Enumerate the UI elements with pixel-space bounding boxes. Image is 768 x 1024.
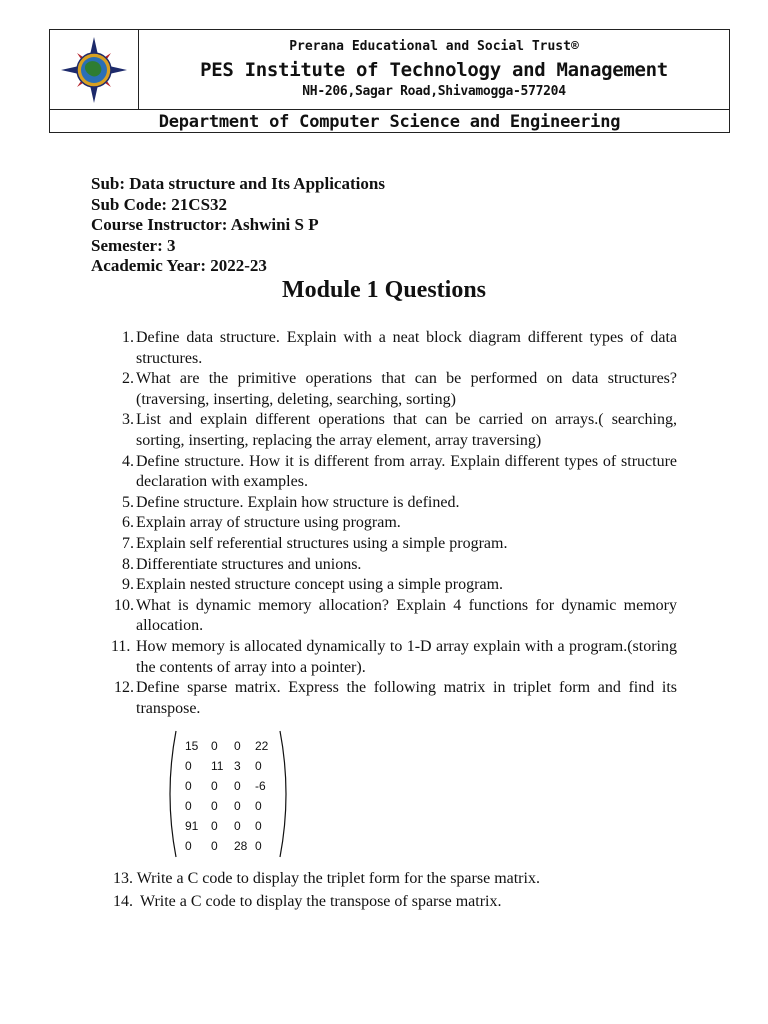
question-number: 4. (122, 452, 134, 470)
subject-line: Sub: Data structure and Its Applications (91, 174, 385, 193)
matrix-cell: -6 (255, 779, 266, 793)
academic-year-line: Academic Year: 2022-23 (91, 256, 267, 275)
department-name: Department of Computer Science and Engineering (50, 109, 729, 134)
question-text: Define structure. Explain how structure is defined. (136, 493, 460, 511)
question-item (122, 369, 677, 410)
question-text: Explain nested structure concept using a simple program. (136, 576, 504, 594)
subject-code-line: Sub Code: 21CS32 (91, 194, 228, 214)
question-text: Define data structure. Explain with a neat block diagram different types of data structures. (136, 329, 677, 367)
matrix-cell: 0 (185, 799, 192, 813)
question-item (122, 575, 677, 596)
question-item (122, 410, 677, 451)
question-text: Define structure. How it is different from array. Explain different types of structure declaration with examples. (136, 452, 677, 491)
institute-logo-icon (59, 36, 129, 104)
sparse-matrix (166, 729, 290, 859)
semester-line: Semester: 3 (91, 235, 176, 255)
matrix-cell: 0 (211, 819, 218, 833)
question-number: 3. (122, 411, 134, 429)
question-text: Write a C code to display the transpose of sparse matrix. (140, 893, 502, 910)
question-number: 2. (122, 370, 134, 388)
question-item (122, 493, 677, 514)
matrix-cell: 0 (234, 799, 241, 813)
instructor-line: Course Instructor: Ashwini S P (91, 215, 319, 234)
matrix-cell: 0 (211, 779, 218, 793)
question-number: 9. (122, 576, 134, 594)
question-text: What is dynamic memory allocation? Explain 4 functions for dynamic memory allocation. (136, 596, 677, 635)
matrix-cell: 0 (234, 739, 241, 753)
question-item (111, 637, 677, 678)
question-number: 5. (122, 493, 134, 511)
question-text: Differentiate structures and unions. (136, 555, 362, 573)
institute-name: PES Institute of Technology and Management (200, 59, 668, 81)
letterhead (49, 29, 730, 133)
question-text: Explain array of structure using program. (136, 514, 401, 532)
question-item (122, 513, 677, 534)
question-item (113, 870, 540, 888)
question-text: Write a C code to display the triplet form for the sparse matrix. (136, 870, 540, 887)
institute-address: NH-206,Sagar Road,Shivamogga-577204 (302, 84, 566, 99)
matrix-cell: 0 (234, 779, 241, 793)
matrix-cell: 0 (185, 759, 192, 773)
question-number: 7. (122, 534, 134, 552)
matrix-cell: 91 (185, 819, 199, 833)
matrix-cell: 0 (255, 819, 262, 833)
question-text: What are the primitive operations that can be performed on data structures? (traversing, inserting, deleting, searching, sorting) (136, 370, 677, 408)
question-text: How memory is allocated dynamically to 1-D array explain with a program.(storing the contents of array into a pointer). (136, 637, 677, 676)
question-number: 14. (113, 893, 133, 910)
trust-name: Prerana Educational and Social Trust® (289, 39, 579, 54)
question-text: Explain self referential structures using a simple program. (136, 534, 508, 552)
matrix-cell: 0 (255, 799, 262, 813)
matrix-cell: 0 (255, 759, 262, 773)
matrix-cell: 0 (211, 799, 218, 813)
question-number: 6. (122, 514, 134, 532)
matrix-cell: 0 (185, 839, 192, 853)
question-item (113, 893, 501, 911)
question-item (114, 678, 677, 719)
matrix-cell: 22 (255, 739, 269, 753)
matrix-cell: 0 (211, 839, 218, 853)
matrix-cell: 0 (255, 839, 262, 853)
question-item (114, 596, 677, 637)
matrix-cell: 0 (185, 779, 192, 793)
question-item (122, 555, 677, 576)
question-text: Define sparse matrix. Express the following matrix in triplet form and find its transpose. (136, 679, 677, 717)
question-item (122, 534, 677, 555)
question-number: 13. (113, 870, 133, 887)
module-title: Module 1 Questions (281, 277, 487, 303)
matrix-cell: 0 (211, 739, 218, 753)
logo-cell (50, 30, 139, 109)
matrix-cell: 0 (234, 819, 241, 833)
matrix-cell: 28 (234, 839, 248, 853)
course-meta (91, 174, 385, 277)
matrix-cell: 11 (211, 759, 224, 773)
question-text: List and explain different operations that can be carried on arrays.( searching, sorting, inserting, replacing the array element, array traversing) (136, 411, 677, 449)
question-item (122, 328, 677, 369)
question-number: 8. (122, 555, 134, 573)
question-number: 11. (111, 637, 131, 655)
matrix-cell: 15 (185, 739, 199, 753)
question-list (111, 328, 677, 719)
question-number: 12. (114, 679, 134, 697)
matrix-cell: 3 (234, 759, 241, 773)
title-cell (139, 30, 729, 109)
question-number: 10. (114, 596, 134, 614)
question-number: 1. (122, 329, 134, 346)
question-item (122, 452, 677, 493)
